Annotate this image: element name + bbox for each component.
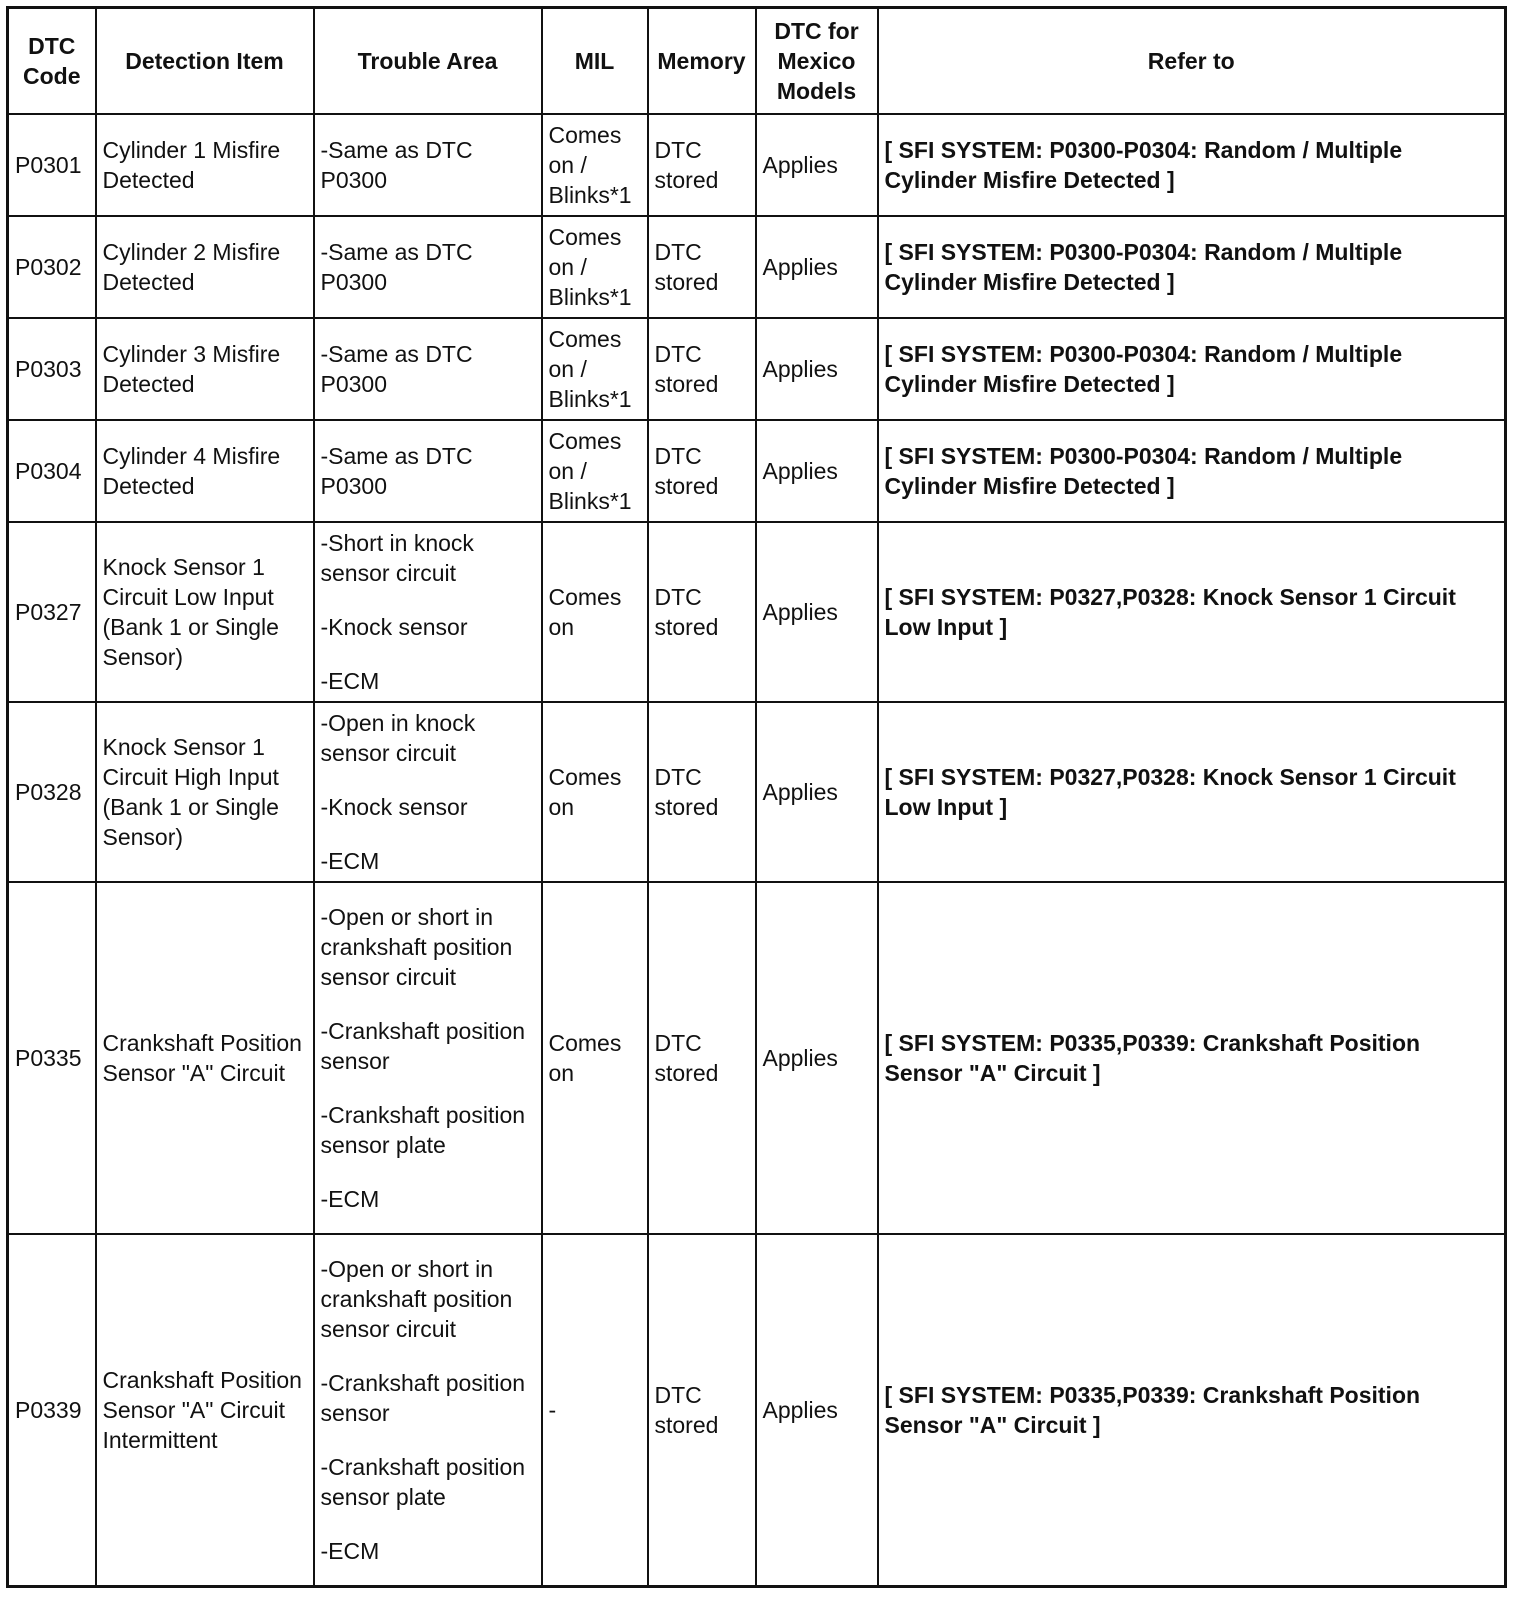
- table-row: [8, 114, 1506, 216]
- table-row: [8, 216, 1506, 318]
- trouble-area-item: -ECM: [320, 848, 380, 874]
- detection-item-cell: Crankshaft Position Sensor "A" Circuit: [96, 882, 314, 1234]
- table-row: [8, 882, 1506, 1234]
- mil-cell: Comes on / Blinks*1: [542, 216, 648, 318]
- dtc-code-cell: P0303: [8, 318, 96, 420]
- header-dtc-code: DTC Code: [8, 8, 96, 115]
- header-trouble-area: Trouble Area: [314, 8, 542, 115]
- trouble-area-item: -Crankshaft position sensor plate: [320, 1454, 526, 1510]
- trouble-area-item: -ECM: [320, 668, 380, 694]
- memory-cell: DTC stored: [648, 114, 756, 216]
- trouble-area-item: -Same as DTC P0300: [320, 341, 473, 397]
- mil-cell: Comes on / Blinks*1: [542, 114, 648, 216]
- trouble-area-item: -Same as DTC P0300: [320, 443, 473, 499]
- refer-to-cell: [ SFI SYSTEM: P0300-P0304: Random / Multiple Cylinder Misfire Detected ]: [878, 216, 1506, 318]
- refer-to-cell: [ SFI SYSTEM: P0300-P0304: Random / Multiple Cylinder Misfire Detected ]: [878, 318, 1506, 420]
- detection-item-cell: Knock Sensor 1 Circuit High Input (Bank 1 or Single Sensor): [96, 702, 314, 882]
- dtc-code-cell: P0335: [8, 882, 96, 1234]
- dtc-code-cell: P0327: [8, 522, 96, 702]
- detection-item-cell: Knock Sensor 1 Circuit Low Input (Bank 1 or Single Sensor): [96, 522, 314, 702]
- mexico-models-cell: Applies: [756, 318, 878, 420]
- trouble-area-item: -Knock sensor: [320, 794, 468, 820]
- table-row: [8, 420, 1506, 522]
- refer-to-cell: [ SFI SYSTEM: P0327,P0328: Knock Sensor 1 Circuit Low Input ]: [878, 702, 1506, 882]
- detection-item-cell: Cylinder 3 Misfire Detected: [96, 318, 314, 420]
- header-mexico-models: DTC for Mexico Models: [756, 8, 878, 115]
- trouble-area-item: -Same as DTC P0300: [320, 239, 473, 295]
- mexico-models-cell: Applies: [756, 114, 878, 216]
- mexico-models-cell: Applies: [756, 216, 878, 318]
- refer-to-cell: [ SFI SYSTEM: P0335,P0339: Crankshaft Position Sensor "A" Circuit ]: [878, 882, 1506, 1234]
- mexico-models-cell: Applies: [756, 882, 878, 1234]
- memory-cell: DTC stored: [648, 1234, 756, 1587]
- header-memory: Memory: [648, 8, 756, 115]
- trouble-area-item: -Crankshaft position sensor: [320, 1370, 526, 1426]
- mexico-models-cell: Applies: [756, 522, 878, 702]
- memory-cell: DTC stored: [648, 702, 756, 882]
- trouble-area-cell: [314, 216, 542, 318]
- trouble-area-item: -Same as DTC P0300: [320, 137, 473, 193]
- trouble-area-cell: [314, 420, 542, 522]
- mexico-models-cell: Applies: [756, 420, 878, 522]
- table-body: [8, 114, 1506, 1587]
- dtc-table: [6, 6, 1507, 1588]
- mil-cell: Comes on: [542, 702, 648, 882]
- refer-to-cell: [ SFI SYSTEM: P0327,P0328: Knock Sensor 1 Circuit Low Input ]: [878, 522, 1506, 702]
- trouble-area-cell: [314, 882, 542, 1234]
- dtc-code-cell: P0302: [8, 216, 96, 318]
- trouble-area-item: -Crankshaft position sensor: [320, 1018, 526, 1074]
- memory-cell: DTC stored: [648, 420, 756, 522]
- header-refer-to: Refer to: [878, 8, 1506, 115]
- detection-item-cell: Cylinder 2 Misfire Detected: [96, 216, 314, 318]
- trouble-area-item: -Open or short in crankshaft position sensor circuit: [320, 1256, 513, 1342]
- table-row: [8, 1234, 1506, 1587]
- table-header-row: [8, 8, 1506, 115]
- detection-item-cell: Cylinder 4 Misfire Detected: [96, 420, 314, 522]
- trouble-area-item: -Open in knock sensor circuit: [320, 710, 476, 766]
- refer-to-cell: [ SFI SYSTEM: P0300-P0304: Random / Multiple Cylinder Misfire Detected ]: [878, 114, 1506, 216]
- refer-to-cell: [ SFI SYSTEM: P0335,P0339: Crankshaft Position Sensor "A" Circuit ]: [878, 1234, 1506, 1587]
- trouble-area-cell: [314, 1234, 542, 1587]
- memory-cell: DTC stored: [648, 216, 756, 318]
- trouble-area-item: -Short in knock sensor circuit: [320, 530, 474, 586]
- mil-cell: Comes on: [542, 882, 648, 1234]
- trouble-area-item: -ECM: [320, 1186, 380, 1212]
- mexico-models-cell: Applies: [756, 1234, 878, 1587]
- trouble-area-cell: [314, 114, 542, 216]
- header-detection-item: Detection Item: [96, 8, 314, 115]
- mil-cell: -: [542, 1234, 648, 1587]
- dtc-code-cell: P0304: [8, 420, 96, 522]
- trouble-area-cell: [314, 522, 542, 702]
- mil-cell: Comes on / Blinks*1: [542, 420, 648, 522]
- memory-cell: DTC stored: [648, 882, 756, 1234]
- dtc-code-cell: P0339: [8, 1234, 96, 1587]
- detection-item-cell: Cylinder 1 Misfire Detected: [96, 114, 314, 216]
- trouble-area-item: -ECM: [320, 1538, 380, 1564]
- table-row: [8, 318, 1506, 420]
- trouble-area-item: -Crankshaft position sensor plate: [320, 1102, 526, 1158]
- trouble-area-cell: [314, 702, 542, 882]
- table-row: [8, 702, 1506, 882]
- memory-cell: DTC stored: [648, 522, 756, 702]
- mexico-models-cell: Applies: [756, 702, 878, 882]
- mil-cell: Comes on: [542, 522, 648, 702]
- dtc-code-cell: P0301: [8, 114, 96, 216]
- refer-to-cell: [ SFI SYSTEM: P0300-P0304: Random / Multiple Cylinder Misfire Detected ]: [878, 420, 1506, 522]
- header-mil: MIL: [542, 8, 648, 115]
- trouble-area-cell: [314, 318, 542, 420]
- memory-cell: DTC stored: [648, 318, 756, 420]
- mil-cell: Comes on / Blinks*1: [542, 318, 648, 420]
- detection-item-cell: Crankshaft Position Sensor "A" Circuit Intermittent: [96, 1234, 314, 1587]
- trouble-area-item: -Open or short in crankshaft position sensor circuit: [320, 904, 513, 990]
- dtc-code-cell: P0328: [8, 702, 96, 882]
- table-row: [8, 522, 1506, 702]
- trouble-area-item: -Knock sensor: [320, 614, 468, 640]
